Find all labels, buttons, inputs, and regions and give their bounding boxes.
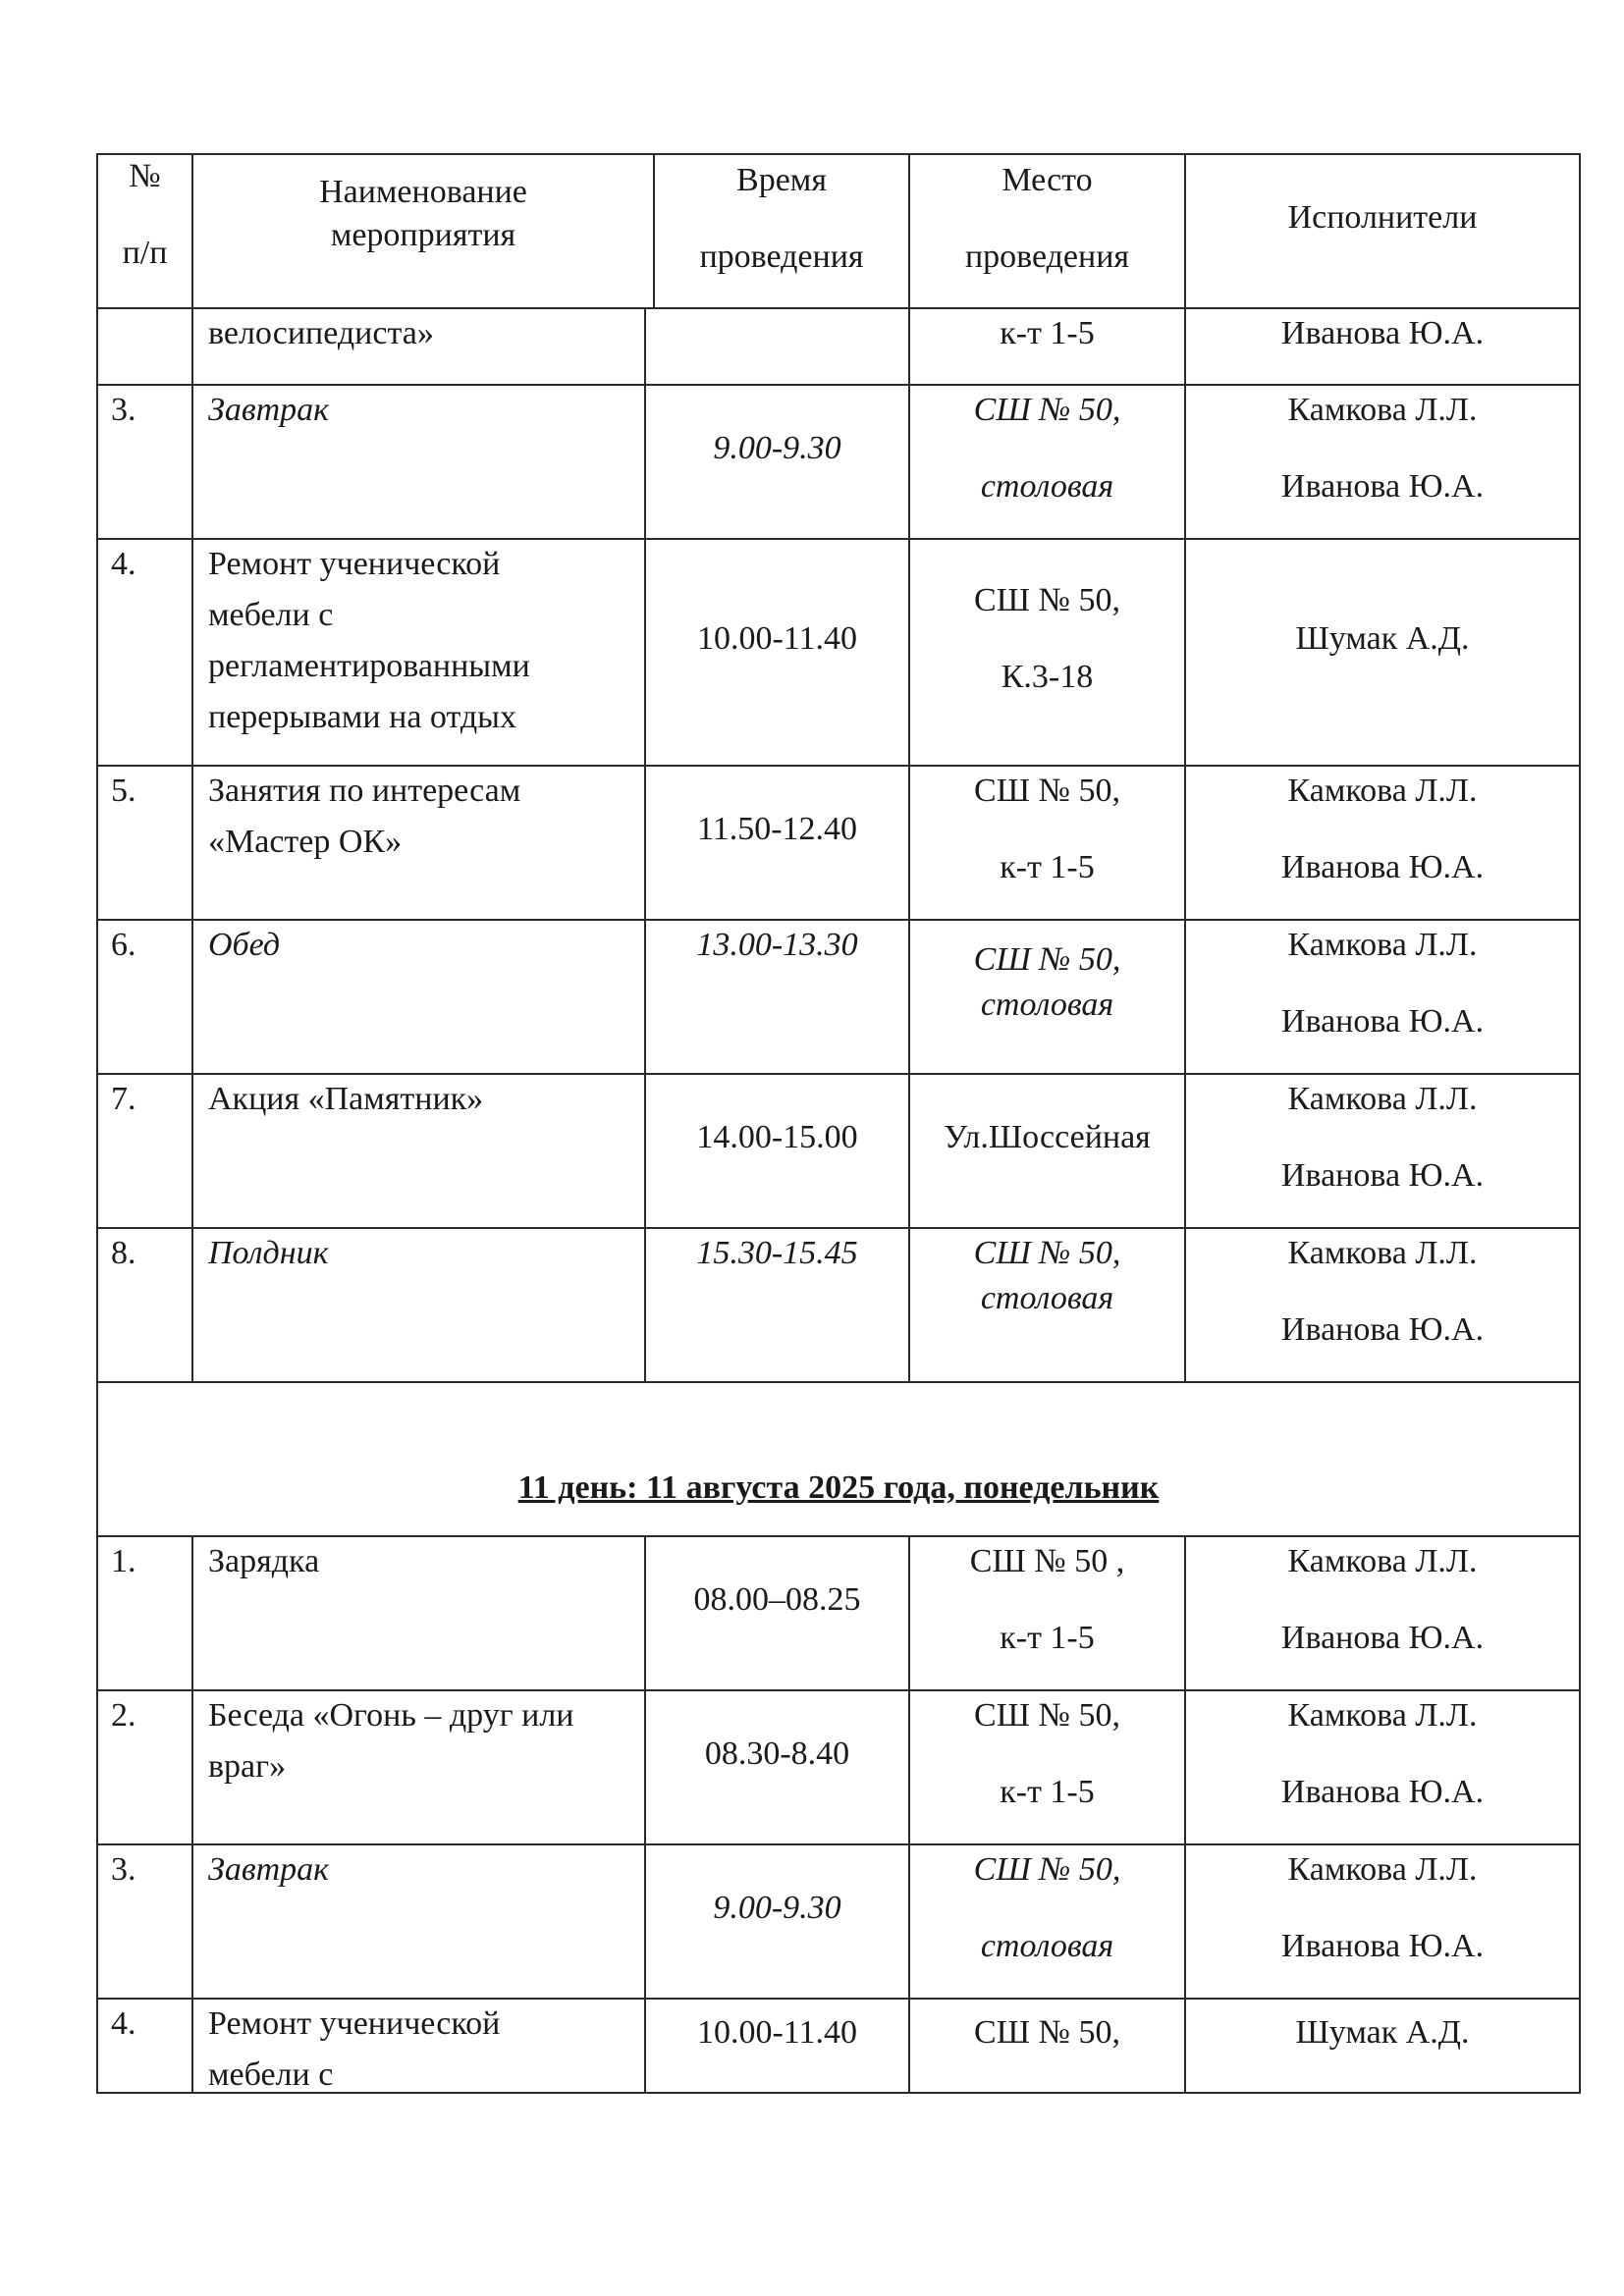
cell-performers: Камкова Л.Л. Иванова Ю.А. — [1280, 927, 1485, 1040]
cell-place: СШ № 50, столовая — [973, 1235, 1121, 1316]
day-heading: 11 день: 11 августа 2025 года, понедельник — [517, 1469, 1160, 1506]
cell-num: 6. — [111, 927, 136, 963]
col-line — [191, 153, 193, 1382]
cell-name: Полдник — [208, 1235, 329, 1271]
cell-place: Ул.Шоссейная — [944, 1119, 1151, 1155]
cell-performers: Камкова Л.Л. Иванова Ю.А. — [1280, 1543, 1485, 1656]
cell-time: 11.50-12.40 — [696, 811, 858, 847]
cell-name: Акция «Памятник» — [208, 1081, 484, 1117]
cell-time: 13.00-13.30 — [696, 927, 858, 963]
cell-time: 9.00-9.30 — [713, 430, 841, 466]
cell-place: СШ № 50, к-т 1-5 — [974, 773, 1120, 885]
cell-place: СШ № 50, столовая — [973, 1851, 1121, 1964]
cell-time: 10.00-11.40 — [696, 2014, 858, 2051]
row-line — [96, 1381, 1581, 1383]
cell-place: СШ № 50 , к-т 1-5 — [969, 1543, 1125, 1656]
header-time: Время проведения — [699, 162, 864, 275]
cell-name: Беседа «Огонь – друг или враг» — [208, 1697, 574, 1785]
cell-place: СШ № 50, К.3-18 — [974, 582, 1120, 695]
header-num: № п/п — [122, 158, 168, 271]
cell-num: 5. — [111, 773, 136, 809]
header-place: Место проведения — [964, 162, 1130, 275]
cell-place: СШ № 50, к-т 1-5 — [974, 1697, 1120, 1810]
cell-time: 15.30-15.45 — [696, 1235, 858, 1271]
table-border-right — [1579, 153, 1581, 2094]
cell-num: 2. — [111, 1697, 136, 1734]
cell-name: Занятия по интересам «Мастер ОК» — [208, 773, 521, 860]
cell-place: СШ № 50, столовая — [973, 941, 1121, 1023]
cell-num: 8. — [111, 1235, 136, 1271]
cell-performers: Шумак А.Д. — [1295, 620, 1470, 657]
cell-num: 4. — [111, 2005, 136, 2042]
cell-place: СШ № 50, — [974, 2014, 1120, 2051]
cell-time: 9.00-9.30 — [713, 1890, 841, 1926]
header-performers: Исполнители — [1287, 199, 1478, 236]
cell-name: Завтрак — [208, 1851, 330, 1888]
cell-performers: Иванова Ю.А. — [1280, 315, 1485, 351]
cell-time: 14.00-15.00 — [696, 1119, 858, 1155]
cell-performers: Камкова Л.Л. Иванова Ю.А. — [1280, 1851, 1485, 1964]
cell-place: СШ № 50, столовая — [973, 392, 1121, 505]
cell-time: 10.00-11.40 — [696, 620, 858, 657]
col-line — [191, 1535, 193, 2094]
cell-performers: Камкова Л.Л. Иванова Ю.А. — [1280, 1235, 1485, 1348]
cell-name: Завтрак — [208, 392, 330, 428]
cell-time: 08.30-8.40 — [704, 1735, 850, 1772]
table-border-left — [96, 153, 98, 2094]
cell-time: 08.00–08.25 — [693, 1581, 861, 1618]
cell-num: 3. — [111, 1851, 136, 1888]
cell-num: 7. — [111, 1081, 136, 1117]
cell-name: Ремонт ученической мебели с регламентированными перерывами на отдых — [208, 546, 530, 735]
cell-performers: Камкова Л.Л. Иванова Ю.А. — [1280, 1697, 1485, 1810]
cell-performers: Камкова Л.Л. Иванова Ю.А. — [1280, 773, 1485, 885]
cell-name: Обед — [208, 927, 281, 963]
cell-num: 1. — [111, 1543, 136, 1579]
cell-performers: Камкова Л.Л. Иванова Ю.А. — [1280, 1081, 1485, 1194]
cell-num: 4. — [111, 546, 136, 582]
cell-place: к-т 1-5 — [1000, 315, 1095, 351]
header-name: Наименование мероприятия — [319, 174, 527, 253]
cell-performers: Камкова Л.Л. Иванова Ю.А. — [1280, 392, 1485, 505]
cell-name: Ремонт ученической мебели с — [208, 2005, 501, 2093]
cell-performers: Шумак А.Д. — [1295, 2014, 1470, 2051]
cell-num: 3. — [111, 392, 136, 428]
cell-name: велосипедиста» — [208, 315, 434, 351]
cell-name: Зарядка — [208, 1543, 320, 1579]
